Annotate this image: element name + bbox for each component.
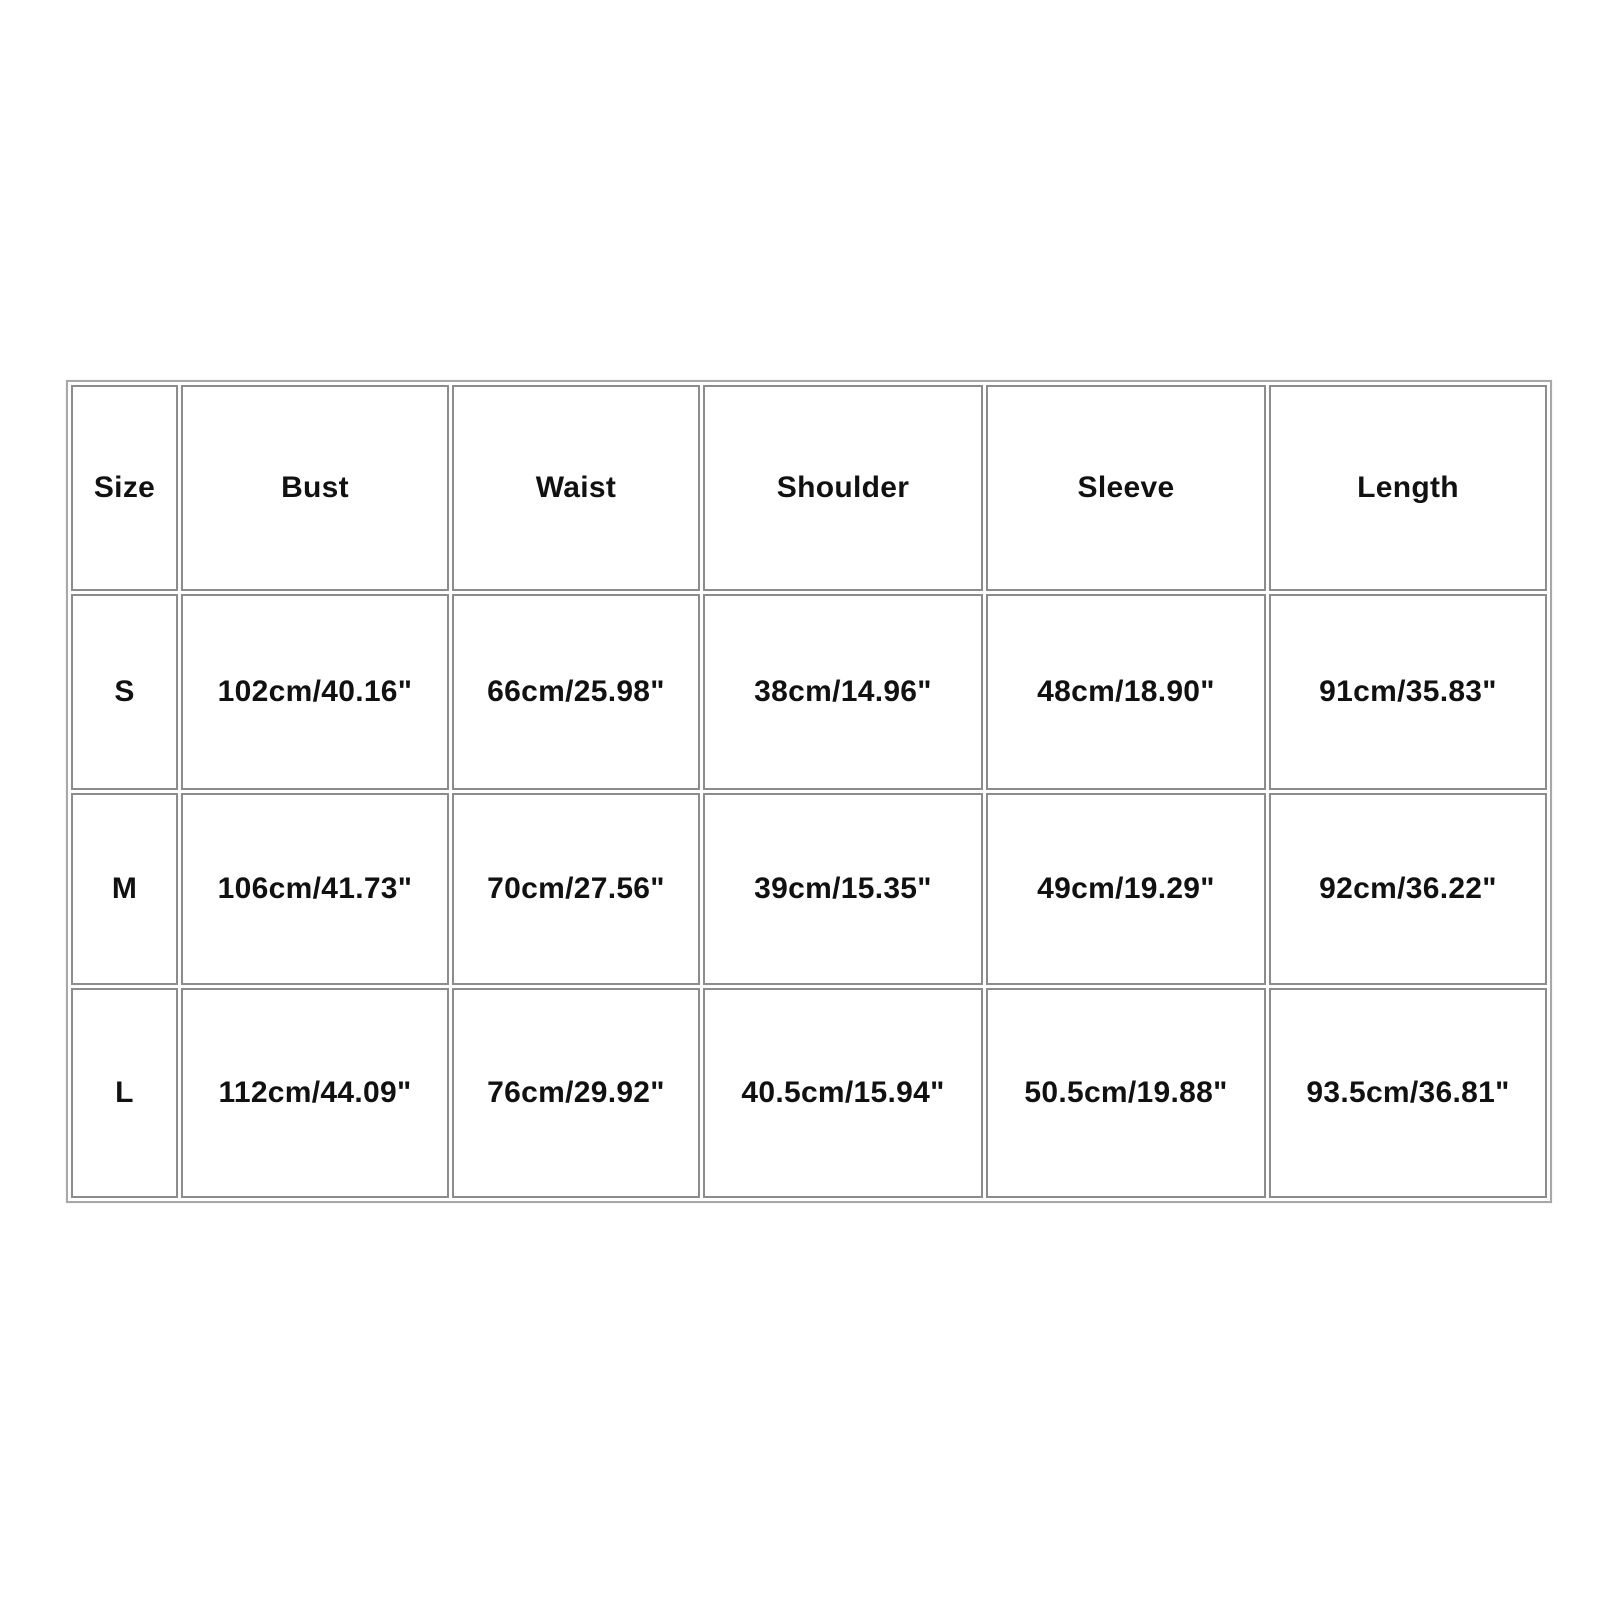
cell-waist: 66cm/25.98" [452, 594, 700, 790]
cell-shoulder: 38cm/14.96" [703, 594, 983, 790]
cell-shoulder: 39cm/15.35" [703, 793, 983, 985]
size-chart-table [66, 380, 1552, 1203]
cell-length: 93.5cm/36.81" [1269, 988, 1547, 1198]
cell-size: L [71, 988, 178, 1198]
header-size: Size [71, 385, 178, 591]
cell-size: M [71, 793, 178, 985]
cell-bust: 112cm/44.09" [181, 988, 449, 1198]
header-waist: Waist [452, 385, 700, 591]
cell-bust: 106cm/41.73" [181, 793, 449, 985]
cell-length: 92cm/36.22" [1269, 793, 1547, 985]
cell-sleeve: 48cm/18.90" [986, 594, 1266, 790]
header-bust: Bust [181, 385, 449, 591]
table-row [71, 594, 1547, 790]
cell-waist: 70cm/27.56" [452, 793, 700, 985]
header-row [71, 385, 1547, 591]
header-length: Length [1269, 385, 1547, 591]
header-shoulder: Shoulder [703, 385, 983, 591]
table-row [71, 793, 1547, 985]
table-row [71, 988, 1547, 1198]
cell-bust: 102cm/40.16" [181, 594, 449, 790]
cell-sleeve: 49cm/19.29" [986, 793, 1266, 985]
cell-sleeve: 50.5cm/19.88" [986, 988, 1266, 1198]
cell-waist: 76cm/29.92" [452, 988, 700, 1198]
header-sleeve: Sleeve [986, 385, 1266, 591]
cell-shoulder: 40.5cm/15.94" [703, 988, 983, 1198]
cell-size: S [71, 594, 178, 790]
cell-length: 91cm/35.83" [1269, 594, 1547, 790]
